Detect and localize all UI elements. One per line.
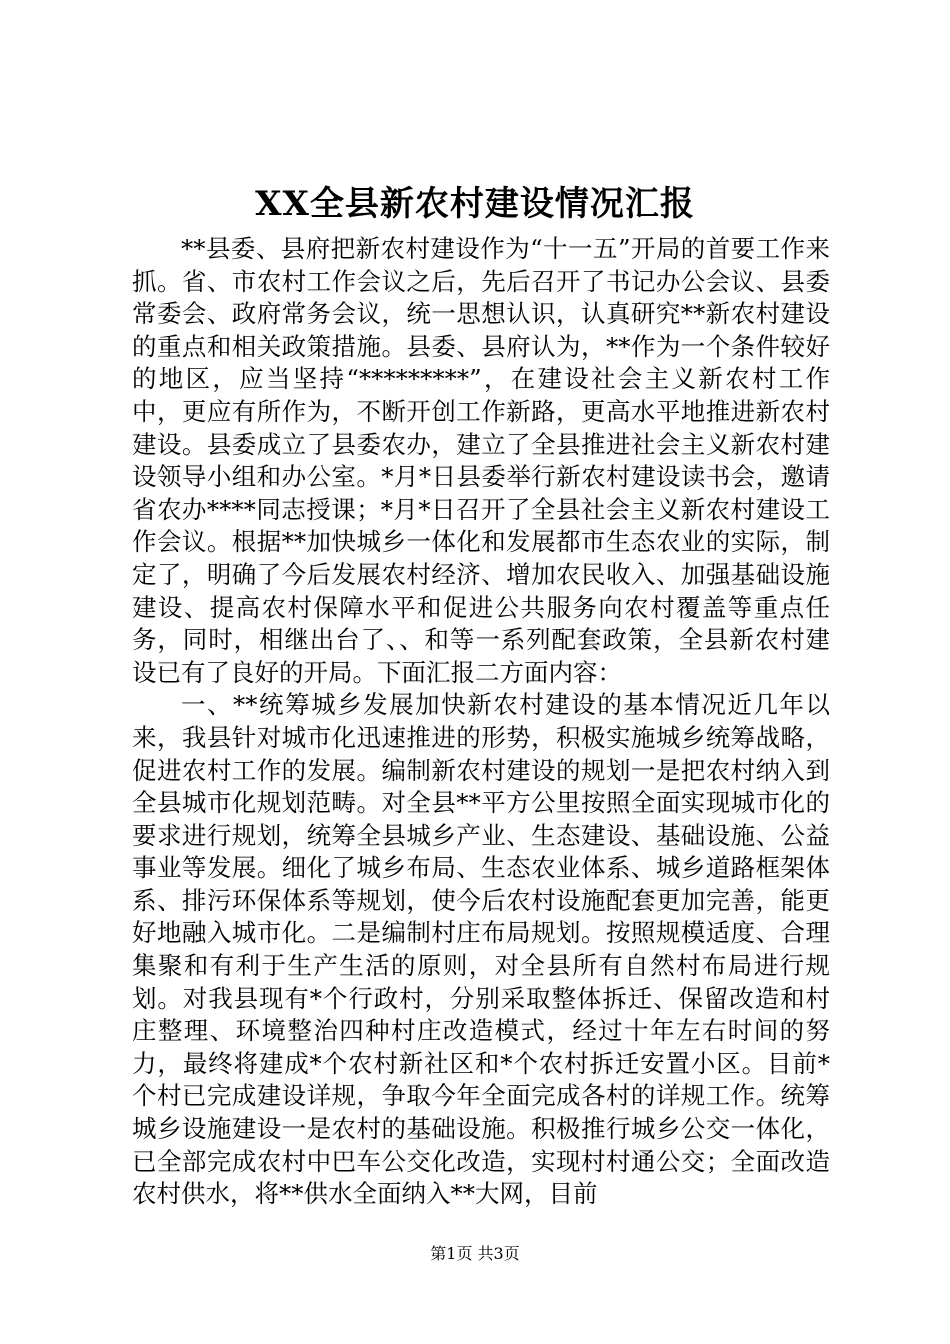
paragraph-intro: **县委、县府把新农村建设作为“十一五”开局的首要工作来抓。省、市农村工作会议之后，先后召开了书记办公会议、县委常委会、政府常务会议，统一思想认识，认真研究**新农村建设的重点和相关政策措施。县委、县府认为，**作为一个条件较好的地区，应当坚持“*********”，在建设社会主义新农村工作中，更应有所作为，不断开创工作新路，更高水平地推进新农村建设。县委成立了县委农办，建立了全县推进社会主义新农村建设领导小组和办公室。*月*日县委举行新农村建设读书会，邀请省农办****同志授课；*月*日召开了全县社会主义新农村建设工作会议。根据**加快城乡一体化和发展都市生态农业的实际，制定了，明确了今后发展农村经济、增加农民收入、加强基础设施建设、提高农村保障水平和促进公共服务向农村覆盖等重点任务，同时，相继出台了、、和等一系列配套政策，全县新农村建设已有了良好的开局。下面汇报二方面内容： [132, 234, 830, 687]
page-number-footer: 第1页 共3页 [430, 1244, 520, 1263]
document-title: XX全县新农村建设情况汇报 [255, 184, 695, 224]
paragraph-section-one: 一、**统筹城乡发展加快新农村建设的基本情况近几年以来，我县针对城市化迅速推进的形势，积极实施城乡统筹战略，促进农村工作的发展。编制新农村建设的规划一是把农村纳入到全县城市化规划范畴。对全县**平方公里按照全面实现城市化的要求进行规划，统筹全县城乡产业、生态建设、基础设施、公益事业等发展。细化了城乡布局、生态农业体系、城乡道路框架体系、排污环保体系等规划，使今后农村设施配套更加完善，能更好地融入城市化。二是编制村庄布局规划。按照规模适度、合理集聚和有利于生产生活的原则，对全县所有自然村布局进行规划。对我县现有*个行政村，分别采取整体拆迁、保留改造和村庄整理、环境整治四种村庄改造模式，经过十年左右时间的努力，最终将建成*个农村新社区和*个农村拆迁安置小区。目前*个村已完成建设详规，争取今年全面完成各村的详规工作。统筹城乡设施建设一是农村的基础设施。积极推行城乡公交一体化，已全部完成农村中巴车公交化改造，实现村村通公交；全面改造农村供水，将**供水全面纳入**大网，目前 [132, 690, 830, 1209]
document-body [132, 233, 830, 1211]
